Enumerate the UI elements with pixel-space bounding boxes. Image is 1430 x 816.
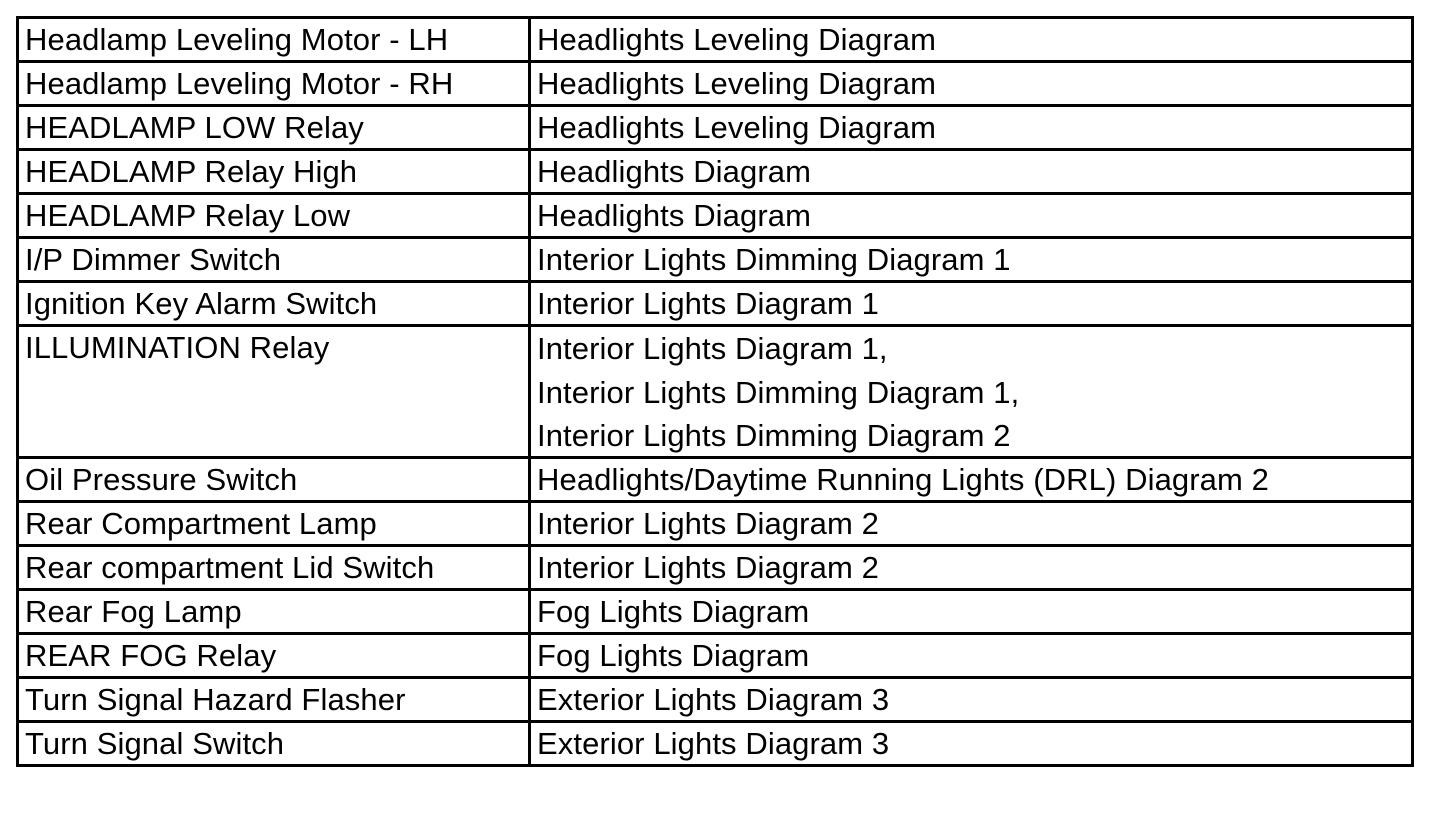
- table-row: [18, 678, 1413, 722]
- component-diagram-table: [16, 16, 1414, 767]
- diagram-link[interactable]: Interior Lights Diagram 1: [537, 286, 879, 321]
- diagram-link[interactable]: Fog Lights Diagram: [537, 594, 810, 629]
- diagram-link[interactable]: Interior Lights Diagram 1,: [537, 331, 888, 366]
- component-cell: HEADLAMP Relay Low: [18, 194, 530, 238]
- component-cell: Turn Signal Hazard Flasher: [18, 678, 530, 722]
- table-row: [18, 18, 1413, 62]
- diagram-link[interactable]: Fog Lights Diagram: [537, 638, 810, 673]
- diagram-link[interactable]: Interior Lights Dimming Diagram 2: [537, 418, 1011, 453]
- diagram-link[interactable]: Interior Lights Dimming Diagram 1: [537, 242, 1011, 277]
- diagram-cell: [530, 150, 1413, 194]
- diagram-link[interactable]: Interior Lights Dimming Diagram 1,: [537, 375, 1020, 410]
- table-row: [18, 326, 1413, 458]
- component-cell: ILLUMINATION Relay: [18, 326, 530, 458]
- diagram-cell: [530, 282, 1413, 326]
- diagram-link[interactable]: Headlights Diagram: [537, 198, 812, 233]
- table-row: [18, 502, 1413, 546]
- diagram-link[interactable]: Headlights Leveling Diagram: [537, 66, 937, 101]
- component-cell: I/P Dimmer Switch: [18, 238, 530, 282]
- table-row: [18, 62, 1413, 106]
- table-row: [18, 722, 1413, 766]
- diagram-link[interactable]: Interior Lights Diagram 2: [537, 506, 879, 541]
- component-cell: Rear Fog Lamp: [18, 590, 530, 634]
- diagram-link[interactable]: Exterior Lights Diagram 3: [537, 726, 890, 761]
- component-cell: Headlamp Leveling Motor - LH: [18, 18, 530, 62]
- component-cell: Oil Pressure Switch: [18, 458, 530, 502]
- diagram-cell: [530, 238, 1413, 282]
- diagram-link[interactable]: Interior Lights Diagram 2: [537, 550, 879, 585]
- diagram-cell: [530, 458, 1413, 502]
- component-cell: Turn Signal Switch: [18, 722, 530, 766]
- diagram-cell: [530, 62, 1413, 106]
- diagram-cell: [530, 722, 1413, 766]
- diagram-cell: [530, 502, 1413, 546]
- table-row: [18, 238, 1413, 282]
- diagram-link[interactable]: Headlights Leveling Diagram: [537, 110, 937, 145]
- table-row: [18, 194, 1413, 238]
- table-row: [18, 106, 1413, 150]
- diagram-link[interactable]: Headlights Leveling Diagram: [537, 22, 937, 57]
- diagram-link[interactable]: Exterior Lights Diagram 3: [537, 682, 890, 717]
- component-cell: Headlamp Leveling Motor - RH: [18, 62, 530, 106]
- diagram-cell: [530, 678, 1413, 722]
- diagram-cell: [530, 634, 1413, 678]
- component-cell: HEADLAMP Relay High: [18, 150, 530, 194]
- table-row: [18, 458, 1413, 502]
- component-cell: Ignition Key Alarm Switch: [18, 282, 530, 326]
- diagram-cell: [530, 326, 1413, 458]
- component-cell: Rear compartment Lid Switch: [18, 546, 530, 590]
- diagram-link[interactable]: Headlights Diagram: [537, 154, 812, 189]
- diagram-cell: [530, 546, 1413, 590]
- diagram-cell: [530, 106, 1413, 150]
- table-row: [18, 150, 1413, 194]
- component-cell: Rear Compartment Lamp: [18, 502, 530, 546]
- diagram-cell: [530, 590, 1413, 634]
- component-cell: REAR FOG Relay: [18, 634, 530, 678]
- diagram-cell: [530, 194, 1413, 238]
- component-cell: HEADLAMP LOW Relay: [18, 106, 530, 150]
- table-row: [18, 634, 1413, 678]
- table-row: [18, 282, 1413, 326]
- table-row: [18, 590, 1413, 634]
- diagram-cell: [530, 18, 1413, 62]
- diagram-link[interactable]: Headlights/Daytime Running Lights (DRL) Diagram 2: [537, 462, 1269, 497]
- table-row: [18, 546, 1413, 590]
